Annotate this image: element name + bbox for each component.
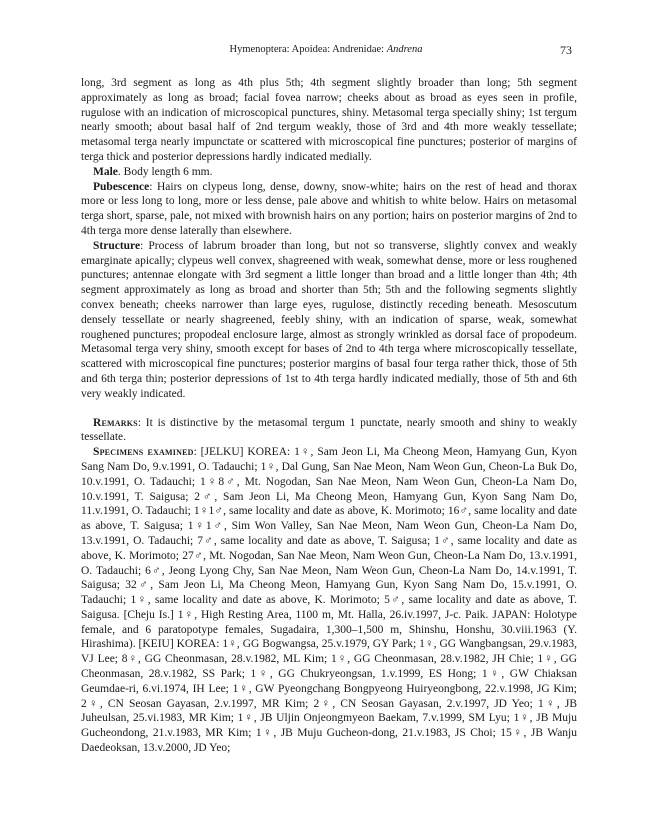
specimens-text: : [JELKU] KOREA: 1♀, Sam Jeon Li, Ma Cheong Meon, Hamyang Gun, Kyon Sang Nam Do, 9.v.1991, O. Tadauchi; 1♀, Dal Gung, San Nae Meon, Nam Weon Gun, Cheon-La Buk Do, 10.v.1991, O. Tadauchi; 1♀8♂, Mt. Nogodan, San Nae Meon, Nam Weon Gun, Cheon-La Nam Do, 10.v.1991, T. Saigusa; 2♂, Sam Jeon Li, Ma Cheong Meon, Hamyang Gun, Kyon Sang Nam Do, 11.v.1991, O. Tadauchi; 1♀1♂, same locality and date as above, K. Morimoto; 16♂, same locality and date as above, T. Saigusa; 1♀1♂, Sim Won Valley, San Nae Meon, Nam Weon Gun, Cheon-La Nam Do, 13.v.1991, O. Tadauchi; 7♂, same locality and date as above, T. Saigusa; 1♂, same locality and date as above, K. Morimoto; 27♂, Mt. Nogodan, San Nae Meon, Nam Weon Gun, Cheon-La Nam Do, 13.v.1991, O. Tadauchi; 6♂, Jeong Lyong Chy, San Nae Meon, Nam Weon Gun, Cheon-La Nam Do, 14.v.1991, T. Saigusa; 32♂, Sam Jeon Li, Ma Cheong Meon, Hamyang Gun, Kyon Sang Nam Do, 15.v.1991, O. Tadauchi; 1♀, same locality and date as above, K. Morimoto; 5♂, same locality and date as above, T. Saigusa. [Cheju Is.] 1♀, High Resting Area, 1100 m, Mt. Halla, 26.iv.1997, J-c. Paik. JAPAN: Holotype female, and 6 paratopotype females, Sugadaira, 1,300–1,500 m, Shinshu, Honshu, 30.viii.1963 (Y. Hirashima). [KEIU] KOREA: 1♀, GG Bogwangsa, 25.v.1979, GY Park; 1♀, GG Wangbangsan, 29.v.1983, VJ Lee; 8♀, GG Cheonmasan, 28.v.1982, ML Kim; 1♀, GG Cheonmasan, 28.v.1982, JH Chie; 1♀, GG Cheonmasan, 28.v.1982, SS Park; 1♀, GG Chukryeongsan, 1.v.1999, ES Hong; 1♀, GW Chiaksan Geumdae-ri, 6.vi.1974, IH Lee; 1♀, GW Pyeongchang Bongpyeong Huiryeongbong, 22.v.1998, JG Kim; 2♀, CN Seosan Gayasan, 2.v.1997, MR Kim; 2♀, CN Seosan Gayasan, 2.v.1997, JD Yeo; 1♀, JB Juheulsan, 25.vi.1983, MR Kim; 1♀, JB Uljin Onjeongmyeon Baekam, 7.v.1999, SM Lyu; 1♀, JB Muju Gucheondong, 21.v.1983, MR Kim; 1♀, JB Muju Gucheon-dong, 21.v.1983, JS Choi; 15♀, JB Wanju Daedeoksan, 13.v.2000, JD Yeo;: [81, 446, 577, 755]
male-text: . Body length 6 mm.: [117, 165, 213, 178]
pubescence-text: : Hairs on clypeus long, dense, downy, snow-white; hairs on the rest of head and thorax more or less long to long, more or less dense, pale above and whitish to white below. Hairs on metasomal terga short, sparse, pale, not mixed with brownish hairs on any portion; hairs on posterior margins of 2nd to 4th terga more dense laterally than elsewhere.: [81, 180, 577, 237]
structure-heading: Structure: [93, 239, 141, 252]
pubescence-heading: Pubescence: [93, 180, 150, 193]
paragraph-structure: [81, 239, 577, 402]
paragraph-specimens: [81, 445, 577, 756]
remarks-heading: Remarks: [93, 416, 138, 429]
structure-text: : Process of labrum broader than long, but not so transverse, slightly convex and weakly emarginate apically; clypeus well convex, shagreened with weak, somewhat dense, more or less roughened punctures; antennae elongate with 3rd segment a little longer than broad and a little longer than 4th; 4th segment approximately as long as broad and shorter than 5th; 5th and the following segments slightly convex beneath; cheeks narrower than large eyes, rugulose, distinctly receding beneath. Mesoscutum densely tessellate or nearly shagreened, feebly shiny, with an indication of sparse, weak, somewhat roughened punctures; propodeal enclosure large, almost as strongly wrinkled as dorsal face of propodeum. Metasomal terga very shiny, smooth except for bases of 2nd to 4th terga where microscopically tessellate, scattered with microscopical fine punctures; posterior margins of basal four terga rather thick, those of 5th and 6th terga thin; posterior depressions of 1st to 4th terga hardly indicated medially, those of 5th and 6th very weakly indicated.: [81, 239, 577, 400]
remarks-text: : It is distinctive by the metasomal tergum 1 punctate, nearly smooth and shiny to weakly tessellate.: [81, 416, 577, 444]
running-head: [0, 44, 652, 60]
paragraph-continuation: long, 3rd segment as long as 4th plus 5th; 4th segment slightly broader than long; 5th segment approximately as long as broad; facial fovea narrow; cheeks about as broad as eyes seen in profile, rugulose with an indication of microscopical punctures, shiny. Metasomal terga specially shiny; 1st tergum nearly smooth; about basal half of 2nd tergum weakly, those of 3rd and 4th more weakly tessellate; metasomal terga nearly impunctate or scattered with microscopical fine punctures; posterior of margins of terga thick and posterior depressions hardly indicated medially.: [81, 77, 577, 163]
specimens-heading: Specimens examined: [93, 446, 194, 459]
running-head-genus: Andrena: [386, 44, 423, 55]
running-head-title-prefix: Hymenoptera: Apoidea: Andrenidae:: [229, 44, 387, 55]
male-heading: Male: [93, 165, 118, 178]
running-head-title: [230, 44, 423, 55]
paragraph-pubescence: [81, 180, 577, 239]
page-number: 73: [560, 43, 572, 57]
body-text: [81, 76, 577, 756]
paragraph-remarks: [81, 416, 577, 446]
paragraph-male: [81, 165, 577, 180]
